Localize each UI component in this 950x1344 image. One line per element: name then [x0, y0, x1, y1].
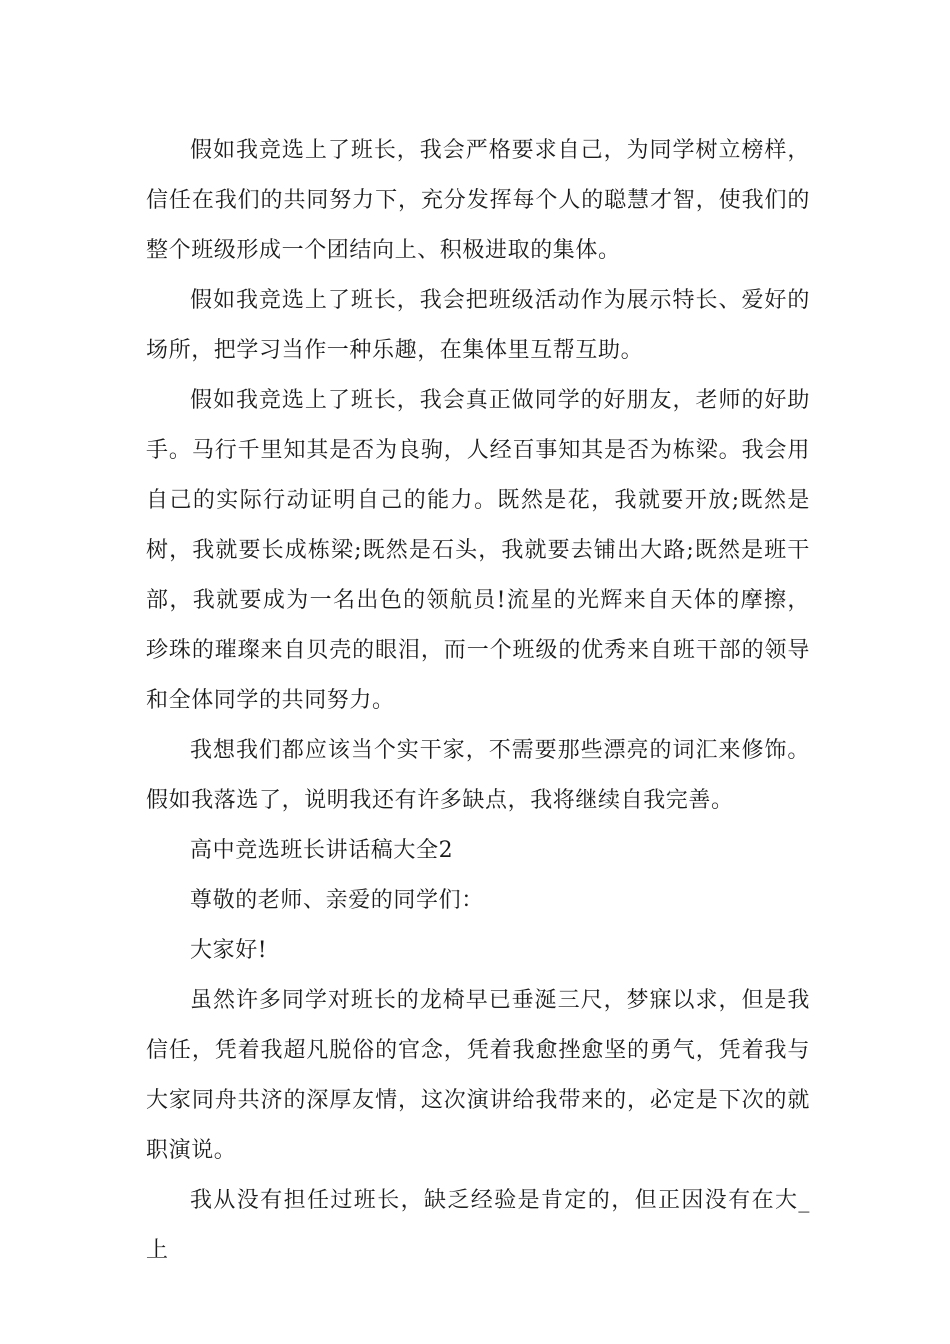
- paragraph-class-activities: 假如我竞选上了班长，我会把班级活动作为展示特长、爱好的场所，把学习当作一种乐趣，在集体里互帮互助。: [146, 288, 810, 363]
- document-body: [146, 126, 810, 1276]
- section-heading: 高中竞选班长讲话稿大全2: [190, 838, 454, 863]
- greeting: 大家好!: [190, 938, 268, 963]
- paragraph-confidence: 虽然许多同学对班长的龙椅早已垂涎三尺，梦寐以求，但是我信任，凭着我超凡脱俗的官念，凭着我愈挫愈坚的勇气，凭着我与大家同舟共济的深厚友情，这次演讲给我带来的，必定是下次的就职演说。: [146, 988, 810, 1163]
- paragraph-leadership-example: 假如我竞选上了班长，我会严格要求自己，为同学树立榜样，信任在我们的共同努力下，充分发挥每个人的聪慧才智，使我们的整个班级形成一个团结向上、积极进取的集体。: [146, 138, 810, 263]
- paragraph-no-experience: 我从没有担任过班长，缺乏经验是肯定的，但正因没有在大_上: [146, 1188, 810, 1263]
- paragraph-practical-person: 我想我们都应该当个实干家，不需要那些漂亮的词汇来修饰。假如我落选了，说明我还有许多缺点，我将继续自我完善。: [146, 738, 810, 813]
- paragraph-good-friend: 假如我竞选上了班长，我会真正做同学的好朋友，老师的好助手。马行千里知其是否为良驹，人经百事知其是否为栋梁。我会用自己的实际行动证明自己的能力。既然是花，我就要开放;既然是树，我就要长成栋梁;既然是石头，我就要去铺出大路;既然是班干部，我就要成为一名出色的领航员!流星的光辉来自天体的摩擦，珍珠的璀璨来自贝壳的眼泪，而一个班级的优秀来自班干部的领导和全体同学的共同努力。: [146, 388, 810, 713]
- salutation: 尊敬的老师、亲爱的同学们：: [190, 888, 484, 913]
